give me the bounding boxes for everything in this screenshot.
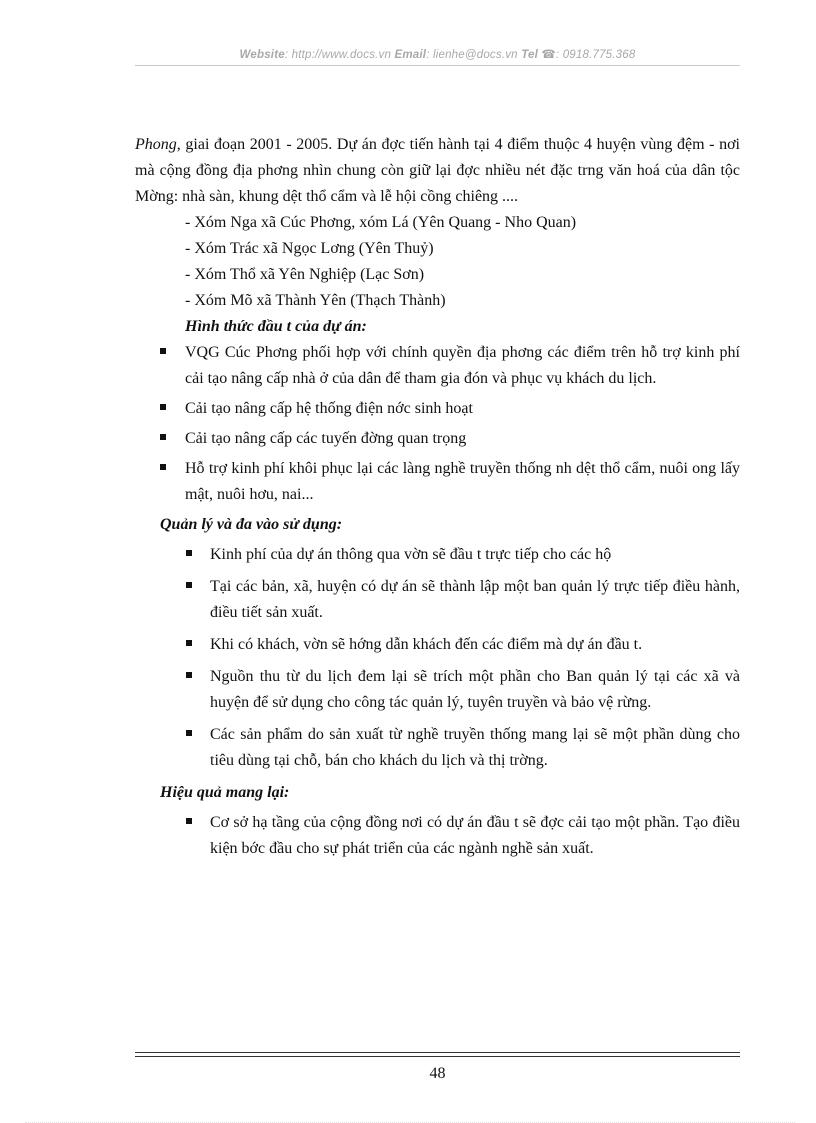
management-list	[135, 542, 740, 774]
list-item: Tại các bản, xã, huyện có dự án sẽ thành lập một ban quản lý trực tiếp điều hành, điều tiết sản xuất.	[135, 574, 740, 626]
heading-management: Quản lý và đa vào sử dụng:	[160, 516, 343, 533]
email-label: Email	[394, 49, 427, 61]
list-item: Nguồn thu từ du lịch đem lại sẽ trích một phần cho Ban quản lý tại các xã và huyện để sử dụng cho công tác quản lý, tuyên truyền và bảo vệ rừng.	[135, 664, 740, 716]
page-number: 48	[429, 1065, 446, 1082]
intro-text: , giai đoạn 2001 - 2005. Dự án đợc tiến hành tại 4 điểm thuộc 4 huyện vùng đệm - nơi mà cộng đồng địa phơng nhìn chung còn giữ lại đợc nhiều nét đặc trng văn hoá của dân tộc Mờng: nhà sàn, khung dệt thổ cẩm và lễ hội cồng chiêng ....	[135, 136, 740, 205]
intro-italic-word: Phong	[135, 136, 177, 153]
page-content	[135, 132, 740, 868]
tel-value: : 0918.775.368	[555, 49, 636, 61]
list-item: Khi có khách, vờn sẽ hớng dẫn khách đến các điểm mà dự án đầu t.	[135, 632, 740, 658]
square-bullet-icon	[186, 672, 192, 678]
intro-paragraph	[135, 132, 740, 210]
website-label: Website	[239, 49, 285, 61]
heading-effect: Hiệu quả mang lại:	[160, 784, 290, 801]
location-line: - Xóm Mõ xã Thành Yên (Thạch Thành)	[185, 292, 446, 309]
list-item: Hỗ trợ kinh phí khôi phục lại các làng nghề truyền thống nh dệt thổ cẩm, nuôi ong lấy mật, nuôi hơu, nai...	[135, 456, 740, 508]
investment-list	[135, 340, 740, 508]
list-item: Cải tạo nâng cấp các tuyến đờng quan trọng	[135, 426, 740, 452]
list-item: Cơ sở hạ tầng của cộng đồng nơi có dự án đầu t sẽ đợc cải tạo một phần. Tạo điều kiện bớc đầu cho sự phát triển của các ngành nghề sản xuất.	[135, 810, 740, 862]
square-bullet-icon	[186, 730, 192, 736]
effect-list	[135, 810, 740, 862]
location-line: - Xóm Nga xã Cúc Phơng, xóm Lá (Yên Quang - Nho Quan)	[185, 214, 577, 231]
square-bullet-icon	[186, 582, 192, 588]
location-line: - Xóm Thổ xã Yên Nghiệp (Lạc Sơn)	[185, 266, 425, 283]
square-bullet-icon	[160, 434, 166, 440]
square-bullet-icon	[186, 550, 192, 556]
square-bullet-icon	[160, 404, 166, 410]
list-item: VQG Cúc Phơng phối hợp với chính quyền địa phơng các điểm trên hỗ trợ kinh phí cải tạo nâng cấp nhà ở của dân để tham gia đón và phục vụ khách du lịch.	[135, 340, 740, 392]
square-bullet-icon	[160, 464, 166, 470]
page-header	[135, 47, 740, 61]
footer-rule	[135, 1052, 740, 1053]
list-item: Kinh phí của dự án thông qua vờn sẽ đầu t trực tiếp cho các hộ	[135, 542, 740, 568]
list-item: Cải tạo nâng cấp hệ thống điện nớc sinh hoạt	[135, 396, 740, 422]
square-bullet-icon	[160, 348, 166, 354]
location-line: - Xóm Trác xã Ngọc Lơng (Yên Thuỷ)	[185, 240, 434, 257]
heading-investment: Hình thức đầu t của dự án:	[185, 318, 367, 335]
email-value[interactable]: : lienhe@docs.vn	[426, 49, 518, 61]
square-bullet-icon	[186, 640, 192, 646]
phone-icon: ☎	[541, 49, 556, 61]
header-rule	[135, 65, 740, 66]
tel-label: Tel	[521, 49, 538, 61]
website-value[interactable]: : http://www.docs.vn	[284, 49, 392, 61]
list-item: Các sản phẩm do sản xuất từ nghề truyền thống mang lại sẽ một phần dùng cho tiêu dùng tại chỗ, bán cho khách du lịch và thị trờng.	[135, 722, 740, 774]
square-bullet-icon	[186, 818, 192, 824]
footer-rule	[135, 1056, 740, 1057]
